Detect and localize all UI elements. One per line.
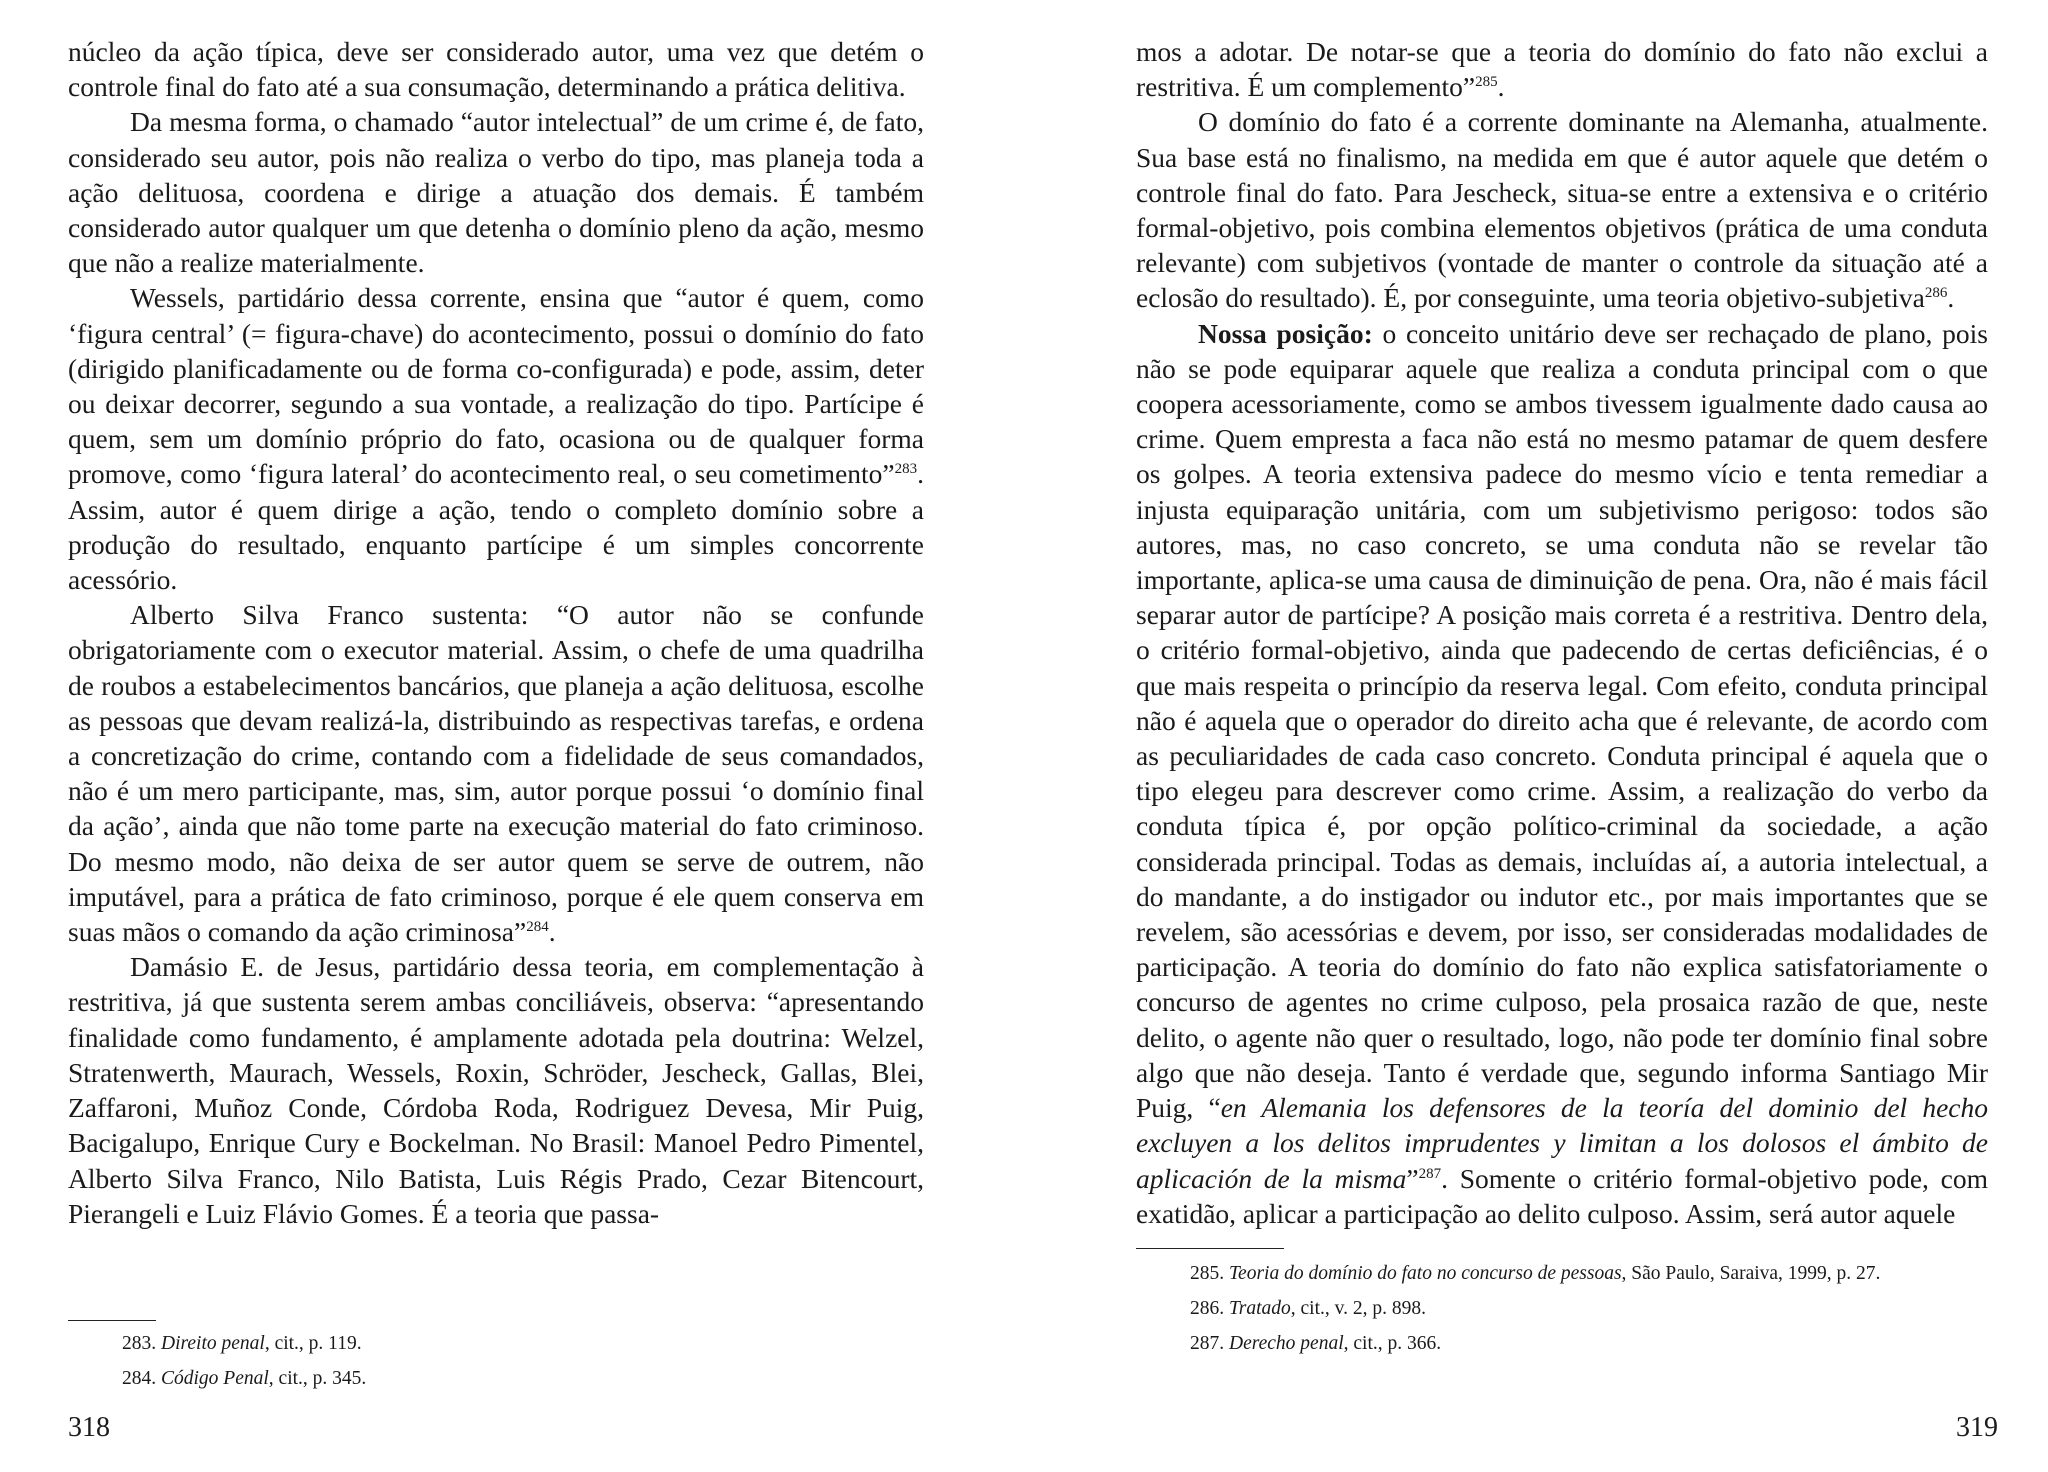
paragraph: Nossa posição: o conceito unitário deve ser rechaçado de plano, pois não se pode equiparar aquele que realiza a conduta principal com o que coopera acessoriamente, como se ambos tivessem igualmente dado causa ao crime. Quem empresta a faca não está no mesmo patamar de quem desfere os golpes. A teoria extensiva padece do mesmo vício e tenta remediar a injusta equiparação unitária, com um subjetivismo perigoso: todos são autores, mas, no caso concreto, se uma conduta não se revelar tão importante, aplica-se uma causa de diminuição de pena. Ora, não é mais fácil separar autor de partícipe? A posição mais correta é a restritiva. Dentro dela, o critério formal-objetivo, ainda que padecendo de certas deficiências, é o que mais respeita o princípio da reserva legal. Com efeito, conduta principal não é aquela que o operador do direito acha que é relevante, de acordo com as peculiaridades de cada caso concreto. Conduta principal é aquela que o tipo elegeu para descrever como crime. Assim, a realização do verbo da conduta típica é, por opção político-criminal da sociedade, a ação considerada principal. Todas as demais, incluídas aí, a autoria intelectual, a do mandante, a do instigador ou indutor etc., por mais importantes que se revelem, são acessórias e devem, por isso, ser consideradas modalidades de participação. A teoria do domínio do fato não explica satisfatoriamente o concurso de agentes no crime culposo, pela prosaica razão de que, neste delito, o agente não quer o resultado, logo, não pode ter domínio final sobre algo que não deseja. Tanto é verdade que, segundo informa Santiago Mir Puig, “en Alemania los defensores de la teoría del dominio del hecho excluyen a los delitos imprudentes y limitan a los dolosos el ámbito de aplicación de la misma”$^{287}$. Somente o critério formal-objetivo pode, com exatidão, aplicar a participação ao delito culposo. Assim, será autor aquele [1136, 317, 1989, 1229]
left-footnotes [68, 1322, 924, 1392]
paragraph: Damásio E. de Jesus, partidário dessa teoria, em complementação à restritiva, já que sustenta serem ambas conciliáveis, observa: “apresentando finalidade como fundamento, é amplamente adotada pela doutrina: Welzel, Stratenwerth, Maurach, Wessels, Roxin, Schröder, Jescheck, Gallas, Blei, Zaffaroni, Muñoz Conde, Córdoba Roda, Rodriguez Devesa, Mir Puig, Bacigalupo, Enrique Cury e Bockelman. No Brasil: Manoel Pedro Pimentel, Alberto Silva Franco, Nilo Batista, Luis Régis Prado, Cezar Bitencourt, Pierangeli e Luiz Flávio Gomes. É a teoria que passa- [68, 951, 924, 1229]
paragraph: mos a adotar. De notar-se que a teoria do domínio do fato não exclui a restritiva. É um complemento”$^{285}$. [1136, 36, 1988, 103]
left-page-body [68, 34, 924, 1231]
right-footnotes [1136, 1252, 1988, 1357]
footnote: 284. Código Penal, cit., p. 345. [122, 1368, 367, 1389]
right-page-body [1136, 34, 1988, 1231]
left-page-number: 318 [68, 1412, 110, 1443]
italic-text: Direito penal [161, 1333, 265, 1354]
footnote-ref: 283 [894, 461, 918, 478]
footnote: 287. Derecho penal, cit., p. 366. [1190, 1333, 1442, 1354]
italic-text: Tratado [1229, 1298, 1291, 1319]
italic-text: Código Penal [161, 1368, 269, 1389]
right-page [1136, 34, 1988, 1231]
paragraph: Alberto Silva Franco sustenta: “O autor não se confunde obrigatoriamente com o executor material. Assim, o chefe de uma quadrilha de roubos a estabelecimentos bancários, que planeja a ação delituosa, escolhe as pessoas que devam realizá-la, distribuindo as respectivas tarefas, e ordena a concretização do crime, contando com a fidelidade de seus comandados, não é um mero participante, mas, sim, autor porque possui ‘o domínio final da ação’, ainda que não tome parte na execução material do fato criminoso. Do mesmo modo, não deixa de ser autor quem se serve de outrem, não imputável, para a prática de fato criminoso, porque é ele quem conserva em suas mãos o comando da ação criminosa”$^{284}$. [68, 599, 924, 948]
footnote-ref: 284 [526, 918, 549, 935]
footnote: 283. Direito penal, cit., p. 119. [122, 1333, 362, 1354]
paragraph: Da mesma forma, o chamado “autor intelectual” de um crime é, de fato, considerado seu autor, pois não realiza o verbo do tipo, mas planeja toda a ação delituosa, coordena e dirige a atuação dos demais. É também considerado autor qualquer um que detenha o domínio pleno da ação, mesmo que não a realize materialmente. [68, 106, 924, 279]
bold-text: Nossa posição: [1198, 317, 1373, 349]
italic-text: en Alemania los defensores de la teoría del dominio del hecho excluyen a los delitos imprudentes y limitan a los dolosos el ámbito de aplicación de la misma [1136, 1092, 1989, 1194]
footnote: 286. Tratado, cit., v. 2, p. 898. [1190, 1298, 1427, 1319]
italic-text: Teoria do domínio do fato no concurso de pessoas [1229, 1263, 1622, 1284]
footnote-ref: 286 [1924, 285, 1948, 302]
paragraph: Wessels, partidário dessa corrente, ensina que “autor é quem, como ‘figura central’ (= figura-chave) do acontecimento, possui o domínio do fato (dirigido planificadamente ou de forma co-configurada) e pode, assim, deter ou deixar decorrer, segundo a sua vontade, a realização do tipo. Partícipe é quem, sem um domínio próprio do fato, ocasiona ou de qualquer forma promove, como ‘figura lateral’ do acontecimento real, o seu cometimento”$^{283}$. Assim, autor é quem dirige a ação, tendo o completo domínio sobre a produção do resultado, enquanto partícipe é um simples concorrente acessório. [68, 282, 924, 596]
left-page [68, 34, 924, 1231]
footnote: 285. Teoria do domínio do fato no concurso de pessoas, São Paulo, Saraiva, 1999, p. 27. [1190, 1263, 1881, 1284]
italic-text: Derecho penal [1229, 1333, 1344, 1354]
paragraph: O domínio do fato é a corrente dominante na Alemanha, atualmente. Sua base está no finalismo, na medida em que é autor aquele que detém o controle final do fato. Para Jescheck, situa-se entre a extensiva e o critério formal-objetivo, pois combina elementos objetivos (prática de uma conduta relevante) com subjetivos (vontade de manter o controle da situação até a eclosão do resultado). É, por conseguinte, uma teoria objetivo-subjetiva$^{286}$. [1136, 106, 1988, 314]
right-footnote-rule [1136, 1248, 1284, 1249]
paragraph: núcleo da ação típica, deve ser considerado autor, uma vez que detém o controle final do fato até a sua consumação, determinando a prática delitiva. [68, 36, 924, 103]
right-page-number: 319 [1956, 1412, 1998, 1443]
footnote-ref: 285 [1475, 74, 1498, 91]
left-footnote-rule [68, 1320, 156, 1321]
footnote-ref: 287 [1418, 1165, 1442, 1182]
